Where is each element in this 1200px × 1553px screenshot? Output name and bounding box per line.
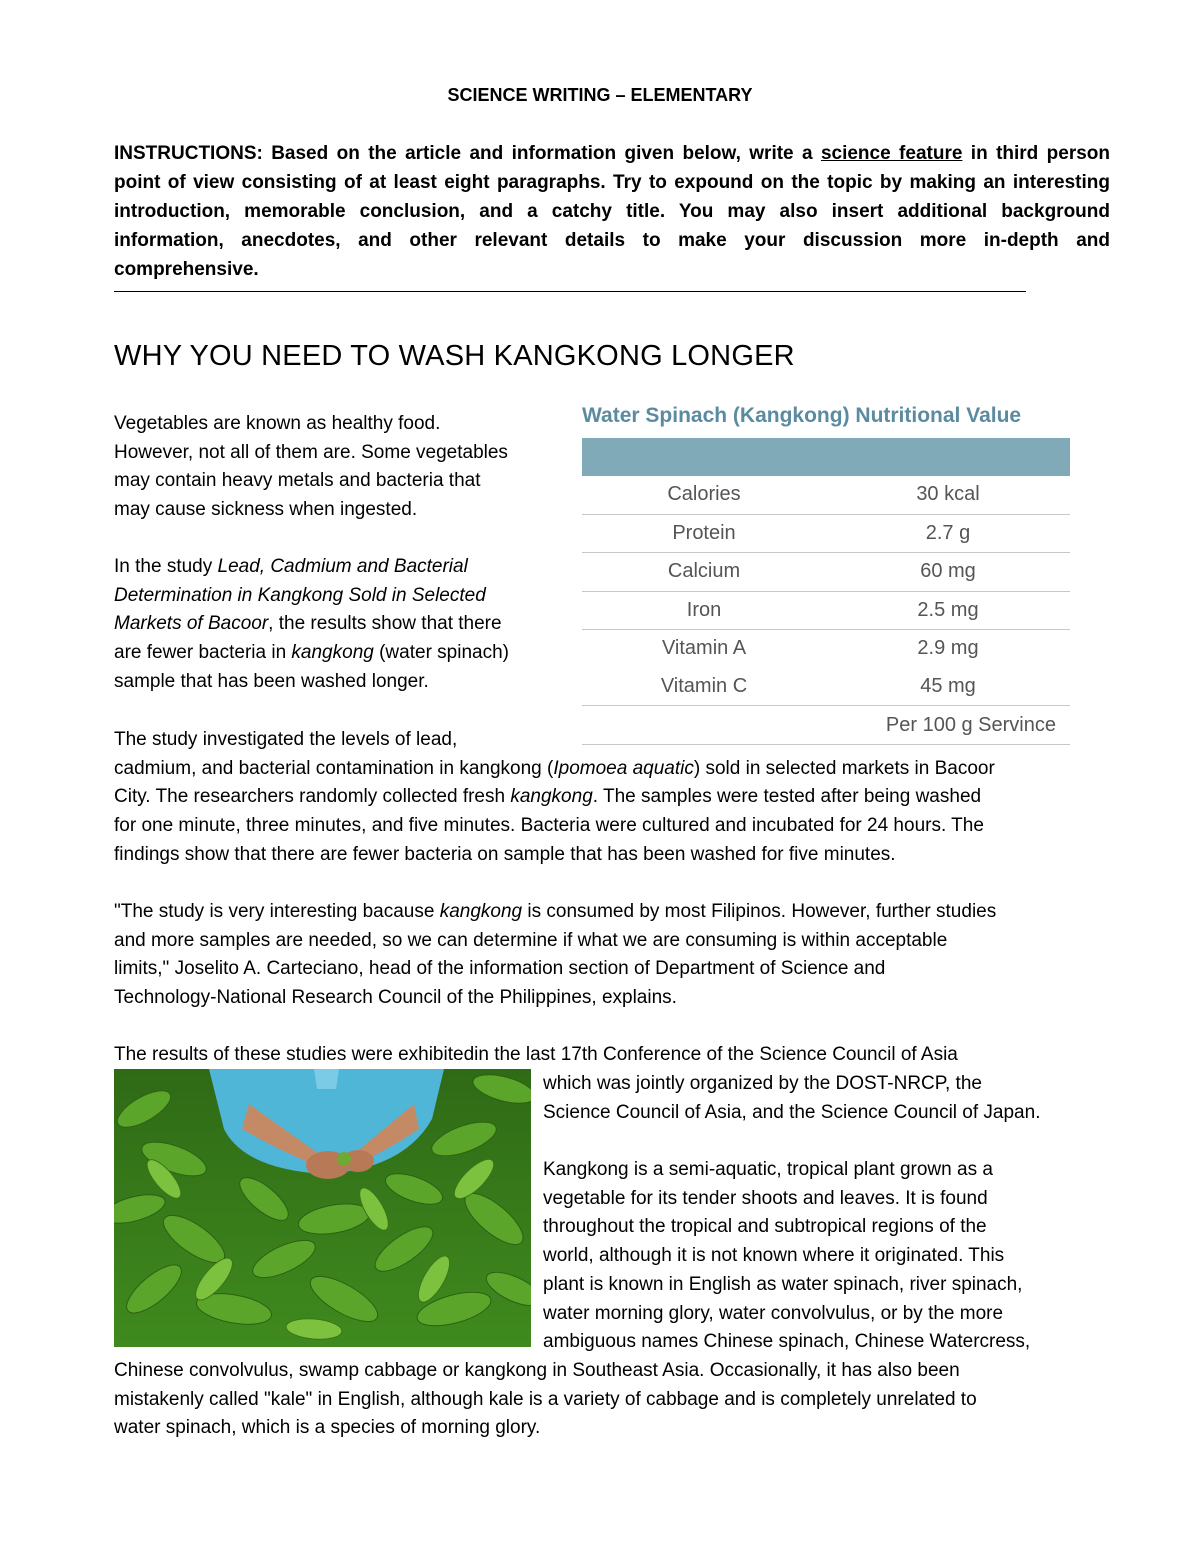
text-line: world, although it is not known where it originated. This bbox=[543, 1245, 1005, 1267]
text-line: are fewer bacteria in kangkong (water spinach) bbox=[114, 642, 509, 664]
text-line: may contain heavy metals and bacteria that bbox=[114, 470, 481, 492]
text-line: Science Council of Asia, and the Science Council of Japan. bbox=[543, 1101, 1041, 1123]
paragraph-intro bbox=[114, 410, 564, 525]
text-line: plant is known in English as water spinach, river spinach, bbox=[543, 1273, 1023, 1295]
instructions bbox=[114, 139, 1110, 284]
paragraph-about-kangkong-continued bbox=[114, 1357, 1114, 1443]
nutrient-value: 45 mg bbox=[920, 674, 976, 697]
separator-line bbox=[114, 291, 1026, 292]
text-line: vegetable for its tender shoots and leaves. It is found bbox=[543, 1187, 988, 1209]
article-title: WHY YOU NEED TO WASH KANGKONG LONGER bbox=[114, 340, 795, 372]
text-line: which was jointly organized by the DOST-NRCP, the bbox=[543, 1073, 982, 1094]
nutrient-value: 2.5 mg bbox=[917, 598, 979, 621]
text-line: In the study Lead, Cadmium and Bacterial bbox=[114, 556, 468, 577]
text-line: The study investigated the levels of lead, bbox=[114, 729, 458, 750]
document-header: SCIENCE WRITING – ELEMENTARY bbox=[447, 85, 753, 105]
instructions-suffix: in third person point of view consisting of at least eight paragraphs. Try to expound on the topic by making an interesting introduction, memorable conclusion, and a catchy title. You may also insert additional background information, anecdotes, and other relevant details to make your discussion more in-depth and comprehensive. bbox=[114, 143, 1111, 280]
paragraph-quote bbox=[114, 898, 1114, 1013]
instructions-prefix: INSTRUCTIONS: Based on the article and information given below, write a bbox=[114, 143, 821, 164]
table-row bbox=[582, 630, 1070, 668]
nutrient-value: 30 kcal bbox=[916, 483, 980, 505]
kangkong-photo bbox=[114, 1069, 531, 1347]
science-feature-link[interactable]: science feature bbox=[820, 143, 963, 164]
table-row bbox=[582, 515, 1070, 554]
text-line: Technology-National Research Council of the Philippines, explains. bbox=[114, 987, 677, 1009]
text-line: However, not all of them are. Some vegetables bbox=[114, 441, 508, 463]
text-line: Chinese convolvulus, swamp cabbage or kangkong in Southeast Asia. Occasionally, it has also been bbox=[114, 1360, 960, 1381]
nutrient-name: Calories bbox=[667, 483, 741, 505]
study-title: Markets of Bacoor bbox=[114, 613, 269, 635]
text-line: water morning glory, water convolvulus, or by the more bbox=[543, 1302, 1004, 1324]
text-line: for one minute, three minutes, and five minutes. Bacteria were cultured and incubated for 24 hours. The bbox=[114, 815, 984, 837]
text-line: sample that has been washed longer. bbox=[114, 670, 429, 692]
nutrition-header-band bbox=[582, 438, 1070, 476]
nutrient-value: 2.7 g bbox=[925, 521, 971, 544]
table-row bbox=[582, 668, 1070, 707]
study-title: Determination in Kangkong Sold in Selected bbox=[114, 584, 486, 606]
text-line: throughout the tropical and subtropical regions of the bbox=[543, 1216, 987, 1238]
paragraph-study bbox=[114, 553, 564, 697]
text-line: City. The researchers randomly collected fresh kangkong. The samples were tested after being washed bbox=[114, 786, 982, 808]
table-row bbox=[582, 553, 1070, 592]
text-line bbox=[114, 582, 564, 611]
text-line: "The study is very interesting bacause kangkong is consumed by most Filipinos. However, further studies bbox=[114, 901, 997, 922]
paragraph-conference bbox=[114, 1041, 1114, 1070]
text-line: mistakenly called "kale" in English, although kale is a variety of cabbage and is completely unrelated to bbox=[114, 1388, 977, 1410]
nutrient-name: Vitamin A bbox=[661, 637, 747, 659]
nutrition-table bbox=[582, 398, 1070, 745]
text-line: The results of these studies were exhibitedin the last 17th Conference of the Science Council of Asia bbox=[114, 1044, 958, 1065]
nutrition-footer: Per 100 g Servince bbox=[582, 706, 1070, 745]
text-line: cadmium, and bacterial contamination in kangkong (Ipomoea aquatic) sold in selected markets in Bacoor bbox=[114, 757, 995, 779]
nutrient-value: 60 mg bbox=[920, 560, 976, 582]
text-line: Markets of Bacoor, the results show that there bbox=[114, 613, 502, 635]
text-line: and more samples are needed, so we can determine if what we are consuming is within acceptable bbox=[114, 929, 948, 951]
kangkong-photo-illustration bbox=[114, 1069, 531, 1347]
table-row bbox=[582, 592, 1070, 631]
nutrient-name: Iron bbox=[686, 598, 722, 621]
paragraph-method bbox=[114, 726, 1114, 870]
study-title: Lead, Cadmium and Bacterial bbox=[217, 556, 468, 577]
text-line: Vegetables are known as healthy food. bbox=[114, 413, 441, 434]
text-line: ambiguous names Chinese spinach, Chinese Watercress, bbox=[543, 1331, 1031, 1353]
nutrient-value: 2.9 mg bbox=[917, 637, 979, 659]
paragraph-about-kangkong bbox=[543, 1156, 1103, 1357]
text-line: may cause sickness when ingested. bbox=[114, 499, 418, 521]
text-line: Kangkong is a semi-aquatic, tropical plant grown as a bbox=[543, 1159, 993, 1180]
text-line: findings show that there are fewer bacteria on sample that has been washed for five minutes. bbox=[114, 843, 896, 865]
nutrient-name: Protein bbox=[672, 521, 736, 544]
nutrient-name: Calcium bbox=[667, 560, 741, 582]
paragraph-conference-continued bbox=[543, 1070, 1103, 1127]
nutrient-name: Vitamin C bbox=[660, 674, 748, 697]
text-line: limits," Joselito A. Carteciano, head of the information section of Department of Science and bbox=[114, 958, 886, 980]
nutrition-table-title: Water Spinach (Kangkong) Nutritional Value bbox=[582, 404, 1022, 427]
table-row bbox=[582, 476, 1070, 515]
text-line: water spinach, which is a species of morning glory. bbox=[114, 1417, 541, 1439]
